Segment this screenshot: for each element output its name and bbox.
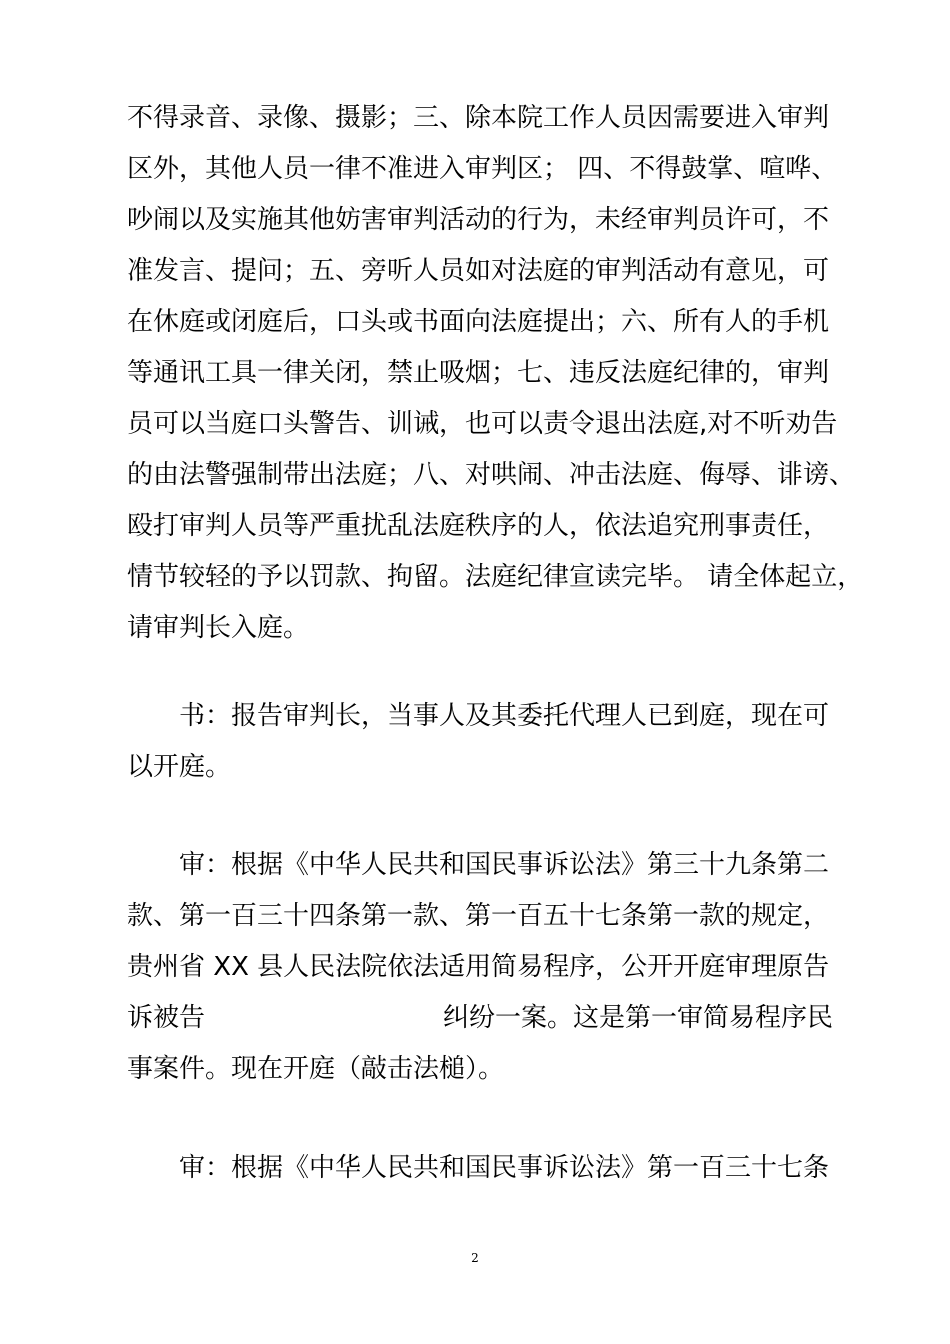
text-line: 贵州省 XX 县人民法院依法适用简易程序，公开开庭审理原告	[127, 952, 830, 982]
text-line: 审：根据《中华人民共和国民事诉讼法》第一百三十七条	[179, 1153, 830, 1183]
text-line: 殴打审判人员等严重扰乱法庭秩序的人，依法追究刑事责任，	[127, 511, 830, 541]
text-line: 审：根据《中华人民共和国民事诉讼法》第三十九条第二	[179, 850, 830, 880]
page-number: 2	[471, 1251, 479, 1265]
text-line: 准发言、提问；五、旁听人员如对法庭的审判活动有意见，可	[127, 256, 830, 286]
text-line: 情节较轻的予以罚款、拘留。法庭纪律宣读完毕。 请全体起立，	[127, 562, 864, 592]
text-line: 请审判长入庭。	[127, 613, 310, 643]
text-line-with-blank	[127, 1002, 834, 1034]
text-line: 的由法警强制带出法庭；八、对哄闹、冲击法庭、侮辱、诽谤、	[127, 460, 856, 490]
text-line: 以开庭。	[127, 752, 232, 782]
text-line: 等通讯工具一律关闭，禁止吸烟；七、违反法庭纪律的，审判	[127, 358, 830, 388]
text-line: 不得录音、录像、摄影；三、除本院工作人员因需要进入审判	[127, 103, 830, 133]
text-line: 款、第一百三十四条第一款、第一百五十七条第一款的规定，	[127, 901, 830, 931]
text-line: 员可以当庭口头警告、训诫，也可以责令退出法庭,对不听劝告	[127, 409, 838, 439]
text-line: 区外，其他人员一律不准进入审判区； 四、不得鼓掌、喧哗、	[127, 154, 838, 184]
text-line: 书：报告审判长，当事人及其委托代理人已到庭，现在可	[179, 701, 830, 731]
text-segment: 诉被告	[127, 1003, 206, 1033]
text-line: 事案件。现在开庭（敲击法槌）。	[127, 1054, 505, 1084]
text-segment: 纠纷一案。这是第一审简易程序民	[443, 1003, 834, 1033]
text-line: 在休庭或闭庭后，口头或书面向法庭提出；六、所有人的手机	[127, 307, 830, 337]
text-line: 吵闹以及实施其他妨害审判活动的行为，未经审判员许可，不	[127, 205, 830, 235]
